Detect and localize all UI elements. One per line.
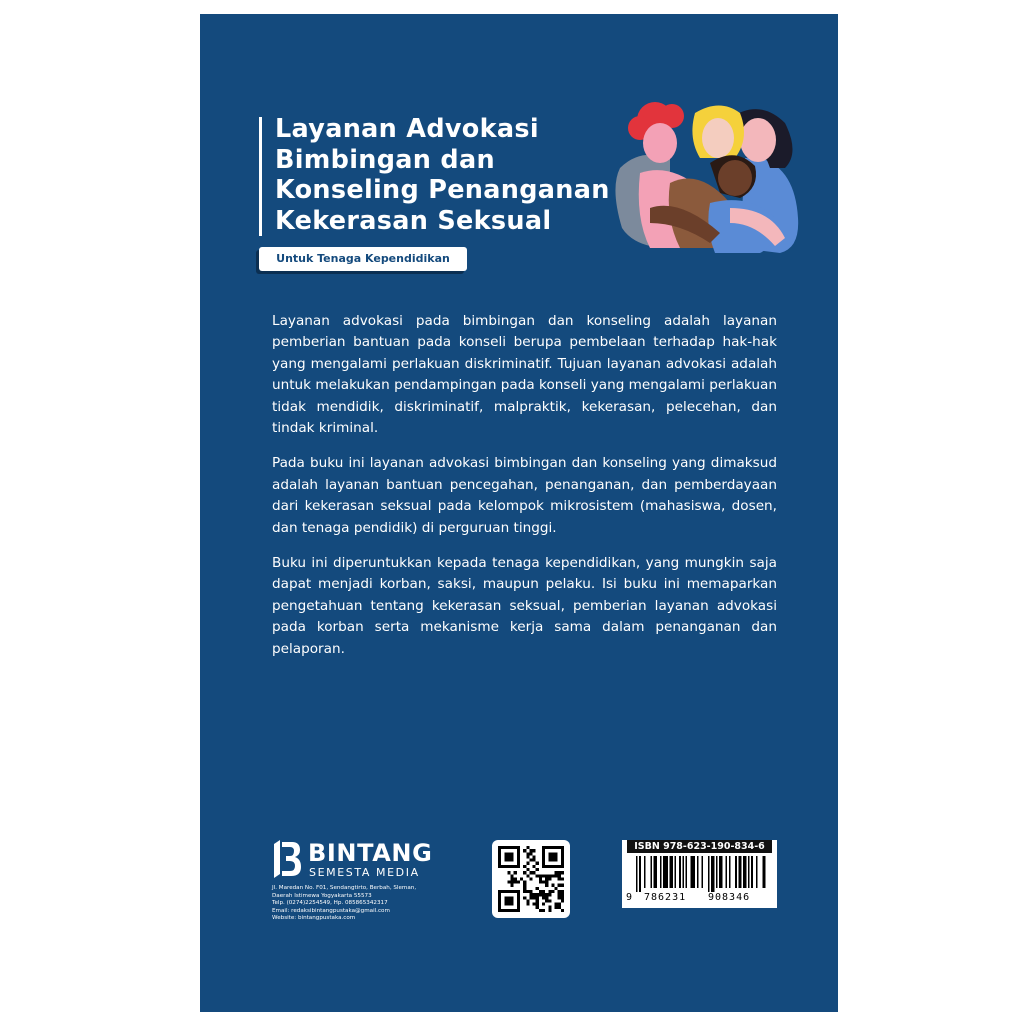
isbn-label: ISBN 978-623-190-834-6: [634, 841, 765, 852]
subtitle-text: Untuk Tenaga Kependidikan: [276, 252, 450, 265]
publisher-name: BINTANG: [308, 839, 433, 867]
title-line-1: Layanan Advokasi: [275, 114, 539, 144]
publisher-sub: SEMESTA MEDIA: [309, 866, 420, 879]
subtitle-badge: [259, 247, 467, 271]
book-title: [275, 114, 615, 236]
title-line-2: Bimbingan dan: [275, 144, 495, 175]
bintang-b-logo-icon: [272, 840, 302, 878]
address-line-2: Daerah Istimewa Yogyakarta 55573: [272, 892, 372, 899]
blurb-text: [272, 311, 777, 674]
address-line-3: Telp. (0274)2254549, Hp. 085865342317: [272, 900, 388, 907]
ean13-barcode-icon: [636, 856, 766, 892]
ean-first-digit: 9: [626, 892, 633, 903]
women-group-hug-illustration: [610, 98, 800, 258]
title-line-3: Konseling Penanganan: [275, 175, 610, 205]
address-line-4: Email: redaksibintangpustaka@gmail.com: [272, 907, 390, 914]
isbn-block: [622, 840, 777, 908]
address-line-1: Jl. Maredan No. F01, Sendangtirto, Berbah, Sleman,: [272, 885, 417, 891]
blurb-paragraph-2: Pada buku ini layanan advokasi bimbingan dan konseling yang dimaksud adalah layanan bantuan pencegahan, penanganan, dan pemberdayaan dari kekerasan seksual pada kelompok mikrosistem (mahasiswa, dosen, dan tenaga pendidik) di perguruan tinggi.: [272, 455, 777, 536]
blurb-paragraph-1: Layanan advokasi pada bimbingan dan konseling adalah layanan pemberian bantuan pada konseli berupa pembelaan terhadap hak-hak yang mengalami perlakuan diskriminatif. Tujuan layanan advokasi adalah untuk melakukan pendampingan pada konseli yang mengalami perlakuan tidak mendidik, diskriminatif, malpraktik, kekerasan, pelecehan, dan tindak kriminal.: [272, 313, 777, 437]
blurb-paragraph-3: Buku ini diperuntukkan kepada tenaga kependidikan, yang mungkin saja dapat menjadi korban, saksi, maupun pelaku. Isi buku ini memaparkan pengetahuan tentang kekerasan seksual, pemberian layanan advokasi pada korban serta mekanisme kerja sama dalam penanganan dan pelaporan.: [272, 555, 777, 657]
qr-code-icon: [492, 840, 570, 918]
ean-left-digits: 786231: [644, 892, 687, 903]
title-line-4: Kekerasan Seksual: [275, 205, 552, 236]
publisher-address: [272, 885, 462, 923]
address-line-5: Website: bintangpustaka.com: [272, 915, 356, 922]
title-accent-bar: [259, 117, 262, 236]
publisher-logo: [272, 840, 452, 880]
ean-right-digits: 908346: [708, 892, 751, 903]
